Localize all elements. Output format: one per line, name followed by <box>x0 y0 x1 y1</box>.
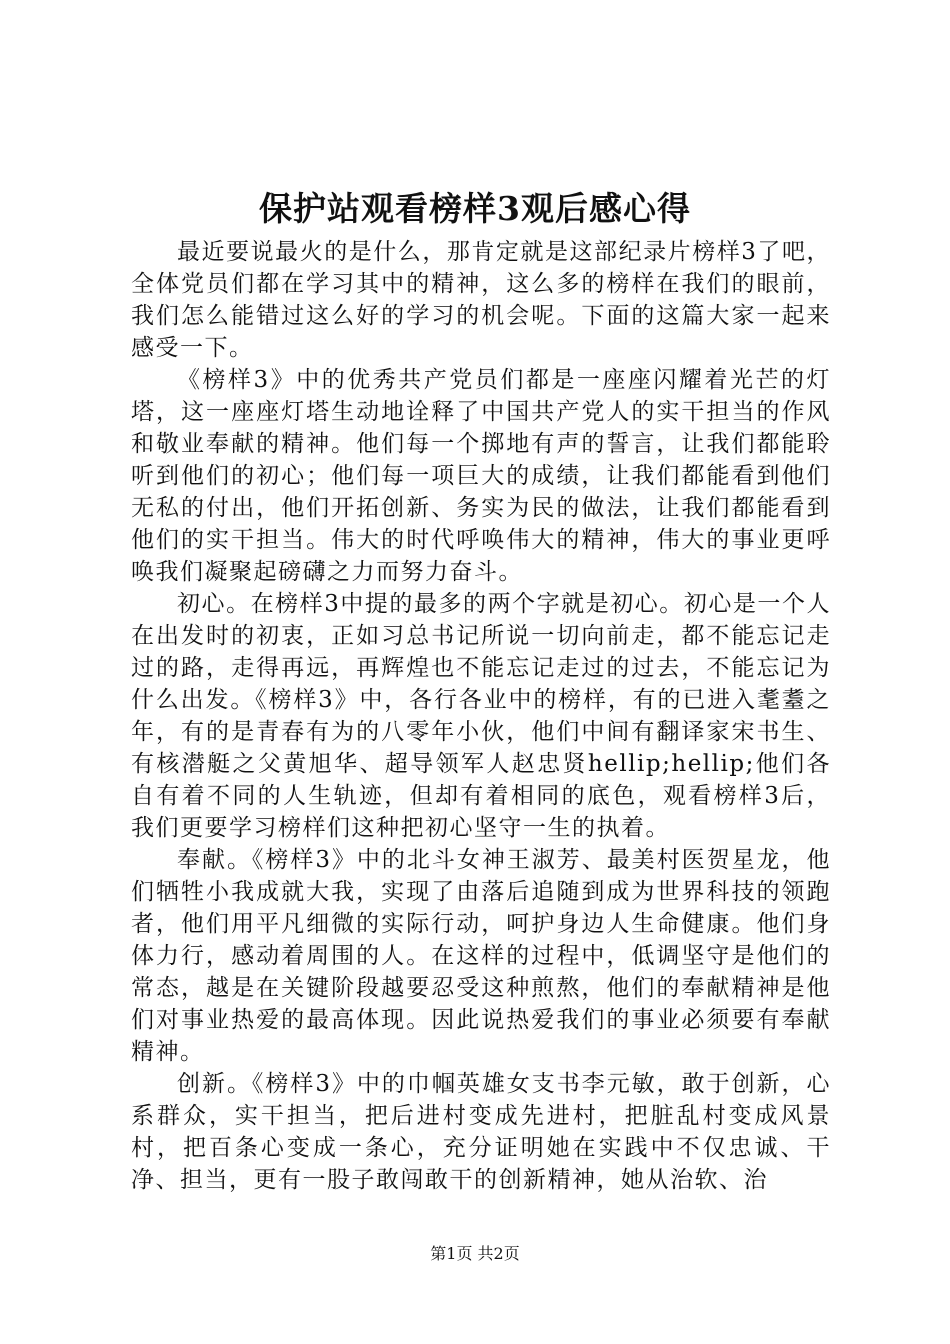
paragraph-lighthouse: 《榜样3》中的优秀共产党员们都是一座座闪耀着光芒的灯塔，这一座座灯塔生动地诠释了中国共产党人的实干担当的作风和敬业奉献的精神。他们每一个掷地有声的誓言，让我们都能聆听到他们的初心；他们每一项巨大的成绩，让我们都能看到他们无私的付出，他们开拓创新、务实为民的做法，让我们都能看到他们的实干担当。伟大的时代呼唤伟大的精神，伟大的事业更呼唤我们凝聚起磅礴之力而努力奋斗。 <box>131 367 831 585</box>
page-number-footer: 第1页 共2页 <box>430 1244 520 1263</box>
document-body <box>131 236 831 1196</box>
paragraph-original-aspiration: 初心。在榜样3中提的最多的两个字就是初心。初心是一个人在出发时的初衷，正如习总书记所说一切向前走，都不能忘记走过的路，走得再远，再辉煌也不能忘记走过的过去，不能忘记为什么出发。《榜样3》中，各行各业中的榜样，有的已进入耄耋之年，有的是青春有为的八零年小伙，他们中间有翻译家宋书生、有核潜艇之父黄旭华、超导领军人赵忠贤hellip;hellip;他们各自有着不同的人生轨迹，但却有着相同的底色，观看榜样3后，我们更要学习榜样们这种把初心坚守一生的执着。 <box>131 591 831 841</box>
paragraph-intro: 最近要说最火的是什么，那肯定就是这部纪录片榜样3了吧，全体党员们都在学习其中的精神，这么多的榜样在我们的眼前，我们怎么能错过这么好的学习的机会呢。下面的这篇大家一起来感受一下。 <box>131 239 831 361</box>
document-title: 保护站观看榜样3观后感心得 <box>259 189 691 228</box>
paragraph-innovation: 创新。《榜样3》中的巾帼英雄女支书李元敏，敢于创新，心系群众，实干担当，把后进村变成先进村，把脏乱村变成风景村，把百条心变成一条心，充分证明她在实践中不仅忠诚、干净、担当，更有一股子敢闯敢干的创新精神，她从治软、治 <box>131 1071 831 1193</box>
paragraph-dedication: 奉献。《榜样3》中的北斗女神王淑芳、最美村医贺星龙，他们牺牲小我成就大我，实现了由落后追随到成为世界科技的领跑者，他们用平凡细微的实际行动，呵护身边人生命健康。他们身体力行，感动着周围的人。在这样的过程中，低调坚守是他们的常态，越是在关键阶段越要忍受这种煎熬，他们的奉献精神是他们对事业热爱的最高体现。因此说热爱我们的事业必须要有奉献精神。 <box>131 847 831 1065</box>
